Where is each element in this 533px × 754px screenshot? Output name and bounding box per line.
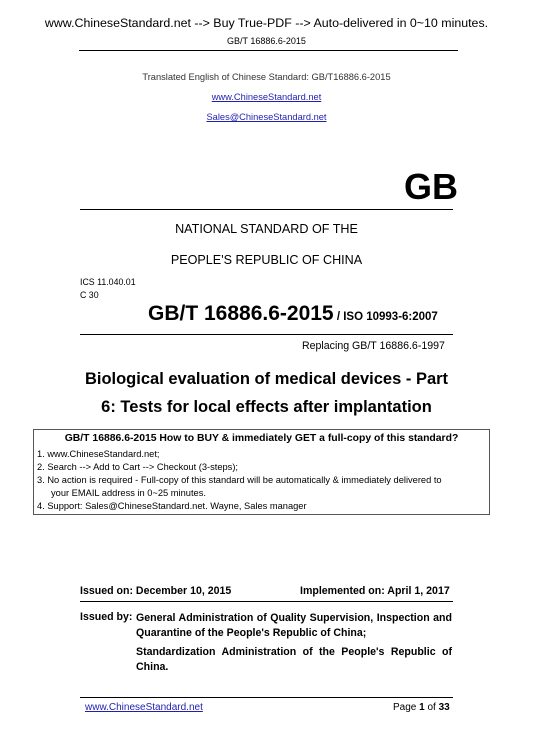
header-divider [79,50,458,51]
document-title-line2: 6: Tests for local effects after implantation [101,398,432,416]
gb-divider [80,209,453,210]
national-standard-line2: PEOPLE'S REPUBLIC OF CHINA [170,253,363,267]
buy-instructions-box [33,429,490,515]
iso-reference: / ISO 10993-6:2007 [333,311,438,323]
national-standard-line1: NATIONAL STANDARD OF THE [175,222,358,236]
ccs-code: C 30 [80,290,99,300]
translation-website-wrap [0,92,533,102]
page-indicator [393,702,450,713]
page-of: of [424,702,439,713]
translation-note: Translated English of Chinese Standard: GB/T16886.6-2015 [142,72,391,82]
standard-divider [80,334,453,335]
implemented-date: Implemented on: April 1, 2017 [300,585,450,597]
dates-divider [80,601,453,602]
page-total: 33 [438,702,450,713]
gb-mark: GB [404,166,458,207]
buy-step-1: 1. www.ChineseStandard.net; [37,449,160,459]
email-link[interactable]: Sales@ChineseStandard.net [206,112,327,122]
header-banner: www.ChineseStandard.net --> Buy True-PDF --> Auto-delivered in 0~10 minutes. [44,16,489,30]
footer-website-wrap [85,702,203,713]
issuing-org-1: General Administration of Quality Supervision, Inspection and Quarantine of the People's Republic of China; [136,612,452,639]
issued-by-label: Issued by: [80,611,133,623]
buy-step-3-cont: your EMAIL address in 0~25 minutes. [51,488,206,498]
document-title-line1: Biological evaluation of medical devices - Part [84,370,449,388]
buy-box-heading: GB/T 16886.6-2015 How to BUY & immediately GET a full-copy of this standard? [64,433,459,444]
footer-divider [80,697,453,698]
issued-date: Issued on: December 10, 2015 [80,585,232,597]
buy-step-2: 2. Search --> Add to Cart --> Checkout (3-steps); [37,462,238,472]
replacing-standard: Replacing GB/T 16886.6-1997 [302,340,445,352]
header-doc-number: GB/T 16886.6-2015 [227,36,306,46]
translation-email-wrap [0,112,533,122]
buy-step-3: 3. No action is required - Full-copy of this standard will be automatically & immediately delivered to [37,475,442,485]
standard-number-line [148,302,438,326]
ics-code: ICS 11.040.01 [80,277,136,287]
issuing-org-2: Standardization Administration of the People's Republic of China. [136,646,452,673]
standard-number: GB/T 16886.6-2015 [148,302,334,325]
page-current: 1 [419,702,425,713]
buy-step-4: 4. Support: Sales@ChineseStandard.net. Wayne, Sales manager [37,501,307,511]
page-prefix: Page [393,702,420,713]
website-link[interactable]: www.ChineseStandard.net [211,92,322,102]
footer-website-link[interactable]: www.ChineseStandard.net [85,702,203,713]
